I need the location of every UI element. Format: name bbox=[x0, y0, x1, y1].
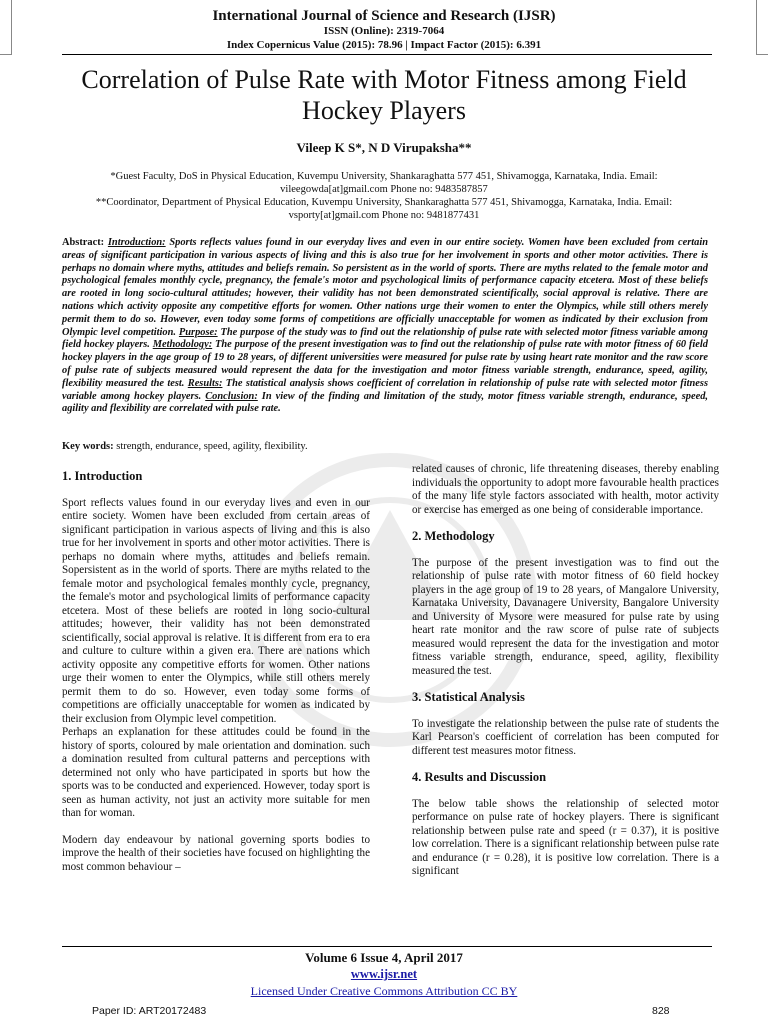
journal-issn: ISSN (Online): 2319-7064 bbox=[323, 25, 445, 37]
footer-journal-link[interactable]: www.ijsr.net bbox=[350, 967, 418, 981]
abstract-results-label: Results: bbox=[187, 377, 223, 389]
abstract-intro-text: Sports reflects values found in our everyday lives and even in our entire society. Women have been excluded from certain areas of significant participation in various aspects of living and this is also true for her involvement in sports and other motor activities. There is perhaps no domain where myths, attitudes and beliefs remain. So persistent as in the world of sports. There are myths related to the female motor and psychological females monthly cycle, pregnancy, the female's motor and psychological limits of performance capacity etcetera. Most of these beliefs are rooted in long socio-cultural attitudes; however, their validity has not been demonstrated scientifically, social approval is relative. There are nations which activity opposite any competitive efforts for women. Other nations urge their women to enter the Olympics, while still others merely permit them to do so. However, even today some forms of competitions are officially unacceptable for women as indicated by their exclusion from Olympic level competition. bbox=[62, 237, 709, 338]
introduction-paragraph-2: Perhaps an explanation for these attitudes could be found in the history of sports, coloured by male orientation and domination. such a domination resulted from cultural patterns and perceptions with determined not only who have participated in sports but how the sports was to be conducted and experienced. However, today sport is seen as human activity, not just an activity more suitable for men than for woman. bbox=[62, 726, 370, 819]
author-list: Vileep K S*, N D Virupaksha** bbox=[296, 140, 472, 155]
methodology-heading: 2. Methodology bbox=[412, 529, 495, 543]
keywords bbox=[62, 441, 708, 452]
statistical-analysis-heading: 3. Statistical Analysis bbox=[412, 690, 525, 704]
journal-index: Index Copernicus Value (2015): 78.96 | Impact Factor (2015): 6.391 bbox=[226, 39, 542, 51]
abstract-conclusion-label: Conclusion: bbox=[205, 390, 258, 402]
keywords-label: Key words: bbox=[62, 441, 114, 452]
abstract-purpose-text: The purpose of the study was to find out the relationship of pulse rate with selected motor fitness variable among field hockey players. bbox=[62, 326, 708, 351]
paper-id: Paper ID: ART20172483 bbox=[92, 1005, 207, 1017]
header-divider bbox=[62, 54, 712, 55]
introduction-paragraph-3: Modern day endeavour by national governing sports bodies to improve the health of their societies have focused on highlighting the most common behaviour – bbox=[62, 833, 370, 873]
journal-name: International Journal of Science and Research (IJSR) bbox=[212, 8, 556, 24]
paper-title: Correlation of Pulse Rate with Motor Fitness among Field Hockey Players bbox=[81, 65, 687, 125]
abstract-method-label: Methodology: bbox=[152, 339, 213, 351]
abstract bbox=[62, 237, 708, 416]
page-number: 828 bbox=[652, 1005, 670, 1017]
abstract-label: Abstract: bbox=[62, 237, 105, 248]
affiliation-2: **Coordinator, Department of Physical Education, Kuvempu University, Shankaraghatta 577 451, Shivamogga, Karnataka, India. Email: vsporty[at]gmail.com Phone no: 9481877431 bbox=[95, 197, 673, 221]
affiliation-1: *Guest Faculty, DoS in Physical Education, Kuvempu University, Shankaraghatta 577 451, Shivamogga, Karnataka, India. Email: vileegowda[at]gmail.com Phone no: 9483587857 bbox=[110, 171, 658, 195]
introduction-paragraph-1: Sport reflects values found in our everyday lives and even in our entire society. Women have been excluded from certain areas of significant participation in various aspects of living and this is also true for her involvement in sports and other motor activities. There is perhaps no domain where myths, attitudes and beliefs remain. Sopersistent as in the world of sports. There are myths related to the female motor and psychological females monthly cycle, pregnancy, the female's motor and psychological limits of performance capacity etcetera. Most of these beliefs are rooted in long socio-cultural attitudes; however, their validity has not been demonstrated scientifically, social approval is relative. It is different from era to era and culture to culture within a given era. There are nations which activity opposite any competitive efforts for women. Other nations urge their women to enter the Olympics, while still others merely permit them to do so. However, even today some forms of competitions are officially unacceptable for women as indicated by their exclusion from Olympic level competition. bbox=[62, 496, 370, 725]
results-paragraph: The below table shows the relationship of selected motor performance on pulse rate of hockey players. There is significant relationship between pulse rate and speed (r = 0.37), it is positive low correlation. There is a significant relationship between pulse rate and endurance (r = 0.28), it is positive low correlation. There is a significant bbox=[412, 797, 719, 877]
footer-volume: Volume 6 Issue 4, April 2017 bbox=[305, 950, 463, 965]
abstract-method-text: The purpose of the present investigation was to find out the relationship of pulse rate with motor fitness of 60 field hockey players in the age group of 19 to 28 years, of different universities were measured for pulse rate by using heart rate monitor and the raw score of pulse rate of subjects measured would represent the data for the investigation and motor fitness variable strength, endurance, speed, agility, flexibility measured the test. bbox=[62, 339, 708, 389]
abstract-intro-label: Introduction: bbox=[107, 237, 166, 248]
introduction-heading: 1. Introduction bbox=[62, 469, 143, 483]
keywords-text: strength, endurance, speed, agility, flexibility. bbox=[116, 441, 308, 452]
results-heading: 4. Results and Discussion bbox=[412, 770, 547, 784]
footer-license-link[interactable]: Licensed Under Creative Commons Attribution CC BY bbox=[250, 984, 518, 998]
footer-divider bbox=[62, 946, 712, 947]
left-column bbox=[62, 470, 370, 874]
statistical-analysis-paragraph: To investigate the relationship between the pulse rate of students the Karl Pearson's coefficient of correlation has been computed for different test measures motor fitness. bbox=[412, 717, 719, 757]
abstract-results-text: The statistical analysis shows coefficient of correlation in relationship of pulse rate with selected motor fitness variable among hockey players. bbox=[62, 377, 708, 402]
abstract-purpose-label: Purpose: bbox=[178, 326, 218, 338]
abstract-conclusion-text: In view of the finding and limitation of the study, motor fitness variable strength, endurance, speed, agility and flexibility are correlated with pulse rate. bbox=[62, 390, 709, 415]
right-column bbox=[412, 463, 719, 879]
methodology-paragraph: The purpose of the present investigation was to find out the relationship of pulse rate with motor fitness of 60 field hockey players in the age group of 19 to 28 years, of Mangalore University, Karnataka University, Davanagere University, Bangalore University and University of Mysore were measured for pulse rate by using heart rate monitor and the raw score of pulse rate of subjects measured would represent the data for the investigation and motor fitness variable strength, endurance, speed, agility, flexibility measured the test. bbox=[412, 556, 719, 677]
introduction-continued: related causes of chronic, life threatening diseases, thereby enabling individuals the opportunity to adopt more favourable health practices of the many life style factors associated with health, motor activity or exercise has emerged as one being of considerable importance. bbox=[412, 463, 719, 516]
